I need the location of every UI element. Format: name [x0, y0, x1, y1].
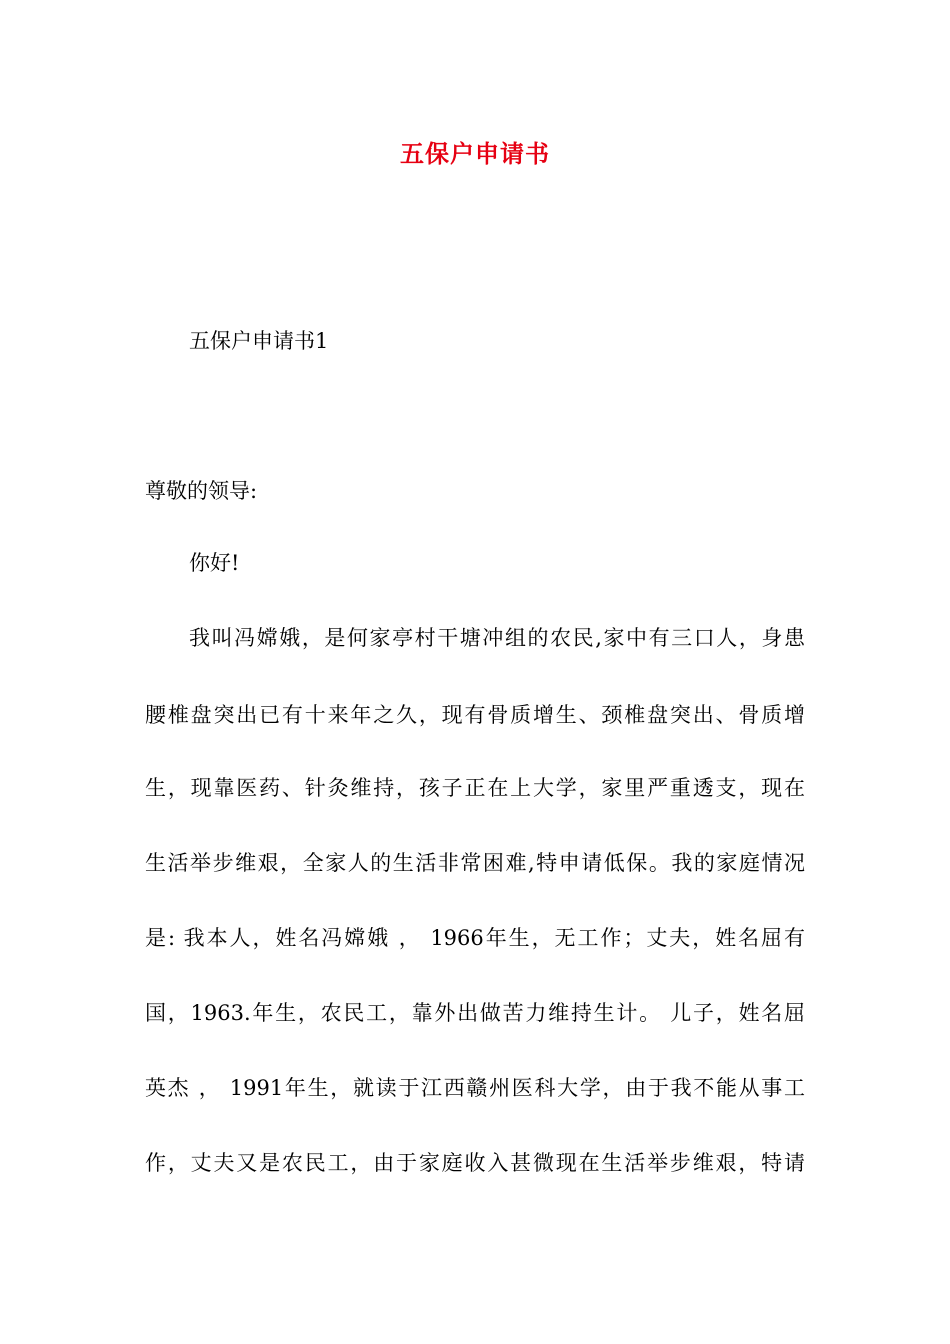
- body-line: 作，丈夫又是农民工，由于家庭收入甚微现在生活举步维艰，特请: [145, 1151, 805, 1175]
- greeting: 你好!: [189, 551, 240, 575]
- body-line: 我叫冯嫦娥，是何家亭村干塘冲组的农民,家中有三口人，身患: [189, 626, 805, 650]
- document-title: 五保户申请书: [400, 139, 550, 168]
- body-line: 英杰 ， 1991年生，就读于江西赣州医科大学，由于我不能从事工: [145, 1076, 805, 1100]
- body-line: 生，现靠医药、针灸维持，孩子正在上大学，家里严重透支，现在: [145, 776, 805, 800]
- section-heading: 五保户申请书1: [189, 329, 329, 353]
- body-line: 国，1963.年生，农民工，靠外出做苦力维持生计。 儿子，姓名屈: [145, 1001, 805, 1025]
- body-line: 腰椎盘突出已有十来年之久，现有骨质增生、颈椎盘突出、骨质增: [145, 703, 805, 727]
- body-line: 是: 我本人，姓名冯嫦娥 ， 1966年生，无工作；丈夫，姓名屈有: [145, 926, 805, 950]
- salutation: 尊敬的领导:: [145, 479, 258, 503]
- body-line: 生活举步维艰，全家人的生活非常困难,特申请低保。我的家庭情况: [145, 851, 805, 875]
